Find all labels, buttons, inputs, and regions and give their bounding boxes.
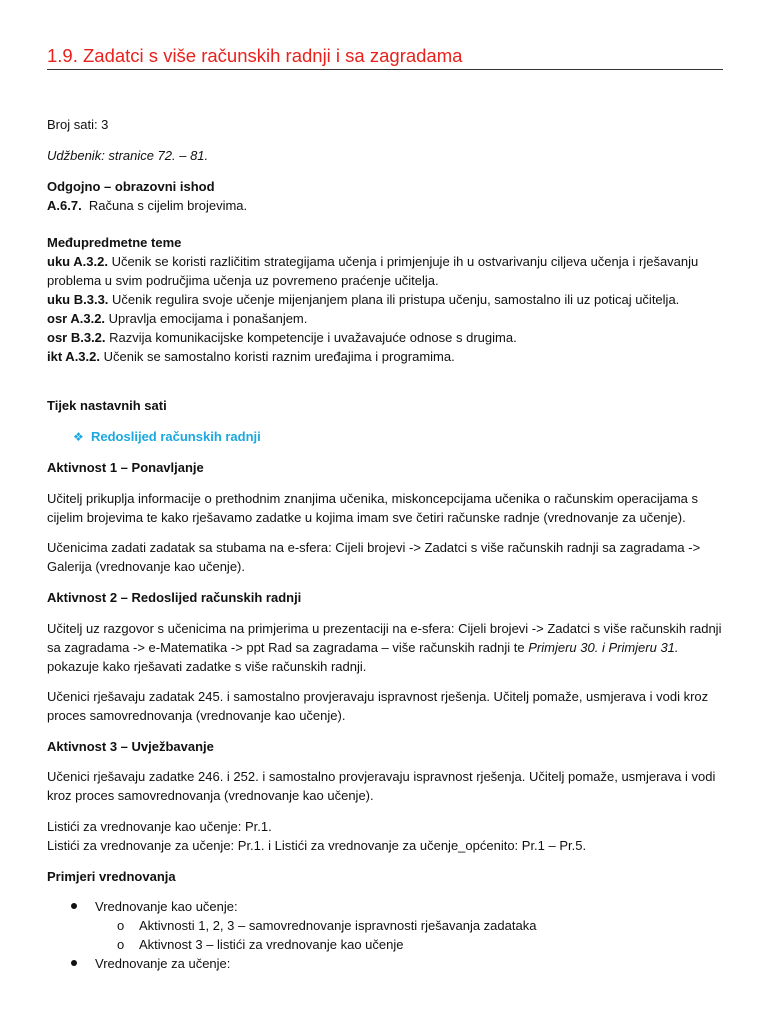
sub-list-item-text: Aktivnost 3 – listići za vrednovanje kao učenje xyxy=(139,937,404,952)
circle-bullet-icon: o xyxy=(117,918,125,933)
textbook-line xyxy=(47,146,723,165)
udzbenik: Udžbenik: stranice 72. – 81. xyxy=(47,148,209,163)
outcome-item xyxy=(47,196,723,215)
text-line xyxy=(47,638,723,657)
list-item-text: Vrednovanje kao učenje: xyxy=(95,899,238,914)
activity-2-para-1 xyxy=(47,619,723,676)
outcome-section xyxy=(47,177,723,215)
topic-text: Učenik se koristi različitim strategijama učenja i primjenjuje ih u ostvarivanju ciljeva učenja i rješavanju xyxy=(111,254,699,269)
hours-line xyxy=(47,115,723,134)
activity-3-para-1 xyxy=(47,767,723,805)
topic-code: uku A.3.2. xyxy=(47,254,108,269)
text-line: Listići za vrednovanje za učenje: Pr.1. i Listići za vrednovanje za učenje_općenito: Pr.1 – Pr.5. xyxy=(47,838,587,853)
text-line: proces samovrednovanja (vrednovanje kao učenje). xyxy=(47,708,346,723)
cross-topics-heading: Međupredmetne teme xyxy=(47,235,182,250)
bullet-dot-icon xyxy=(71,903,77,909)
topic-item xyxy=(47,290,723,309)
topic-code: osr B.3.2. xyxy=(47,330,106,345)
text-line: Učenici rješavaju zadatak 245. i samostalno provjeravaju ispravnost rješenja. Učitelj pomaže, usmjerava i vodi kroz xyxy=(47,689,709,704)
diamond-bullet-icon: ❖ xyxy=(73,430,84,444)
lesson-flow-heading-block xyxy=(47,396,723,415)
page-title: 1.9. Zadatci s više računskih radnji i sa zagradama xyxy=(47,45,463,66)
text-line: Učitelj uz razgovor s učenicima na primjerima u prezentaciji na e-sfera: Cijeli brojevi -> Zadatci s više računskih radnji xyxy=(47,621,722,636)
topic-code: ikt A.3.2. xyxy=(47,349,100,364)
topic-item xyxy=(47,328,723,347)
topic-item-continuation: problema u svim područjima učenja uz povremeno praćenje učitelja. xyxy=(47,273,439,288)
title-underline xyxy=(47,69,723,70)
activity-1-para-1 xyxy=(47,489,723,527)
circle-bullet-icon: o xyxy=(117,937,125,952)
list-item-text: Vrednovanje za učenje: xyxy=(95,956,231,971)
text-span-italic: Primjeru 30. i Primjeru 31. xyxy=(528,640,679,655)
sub-list-item-text: Aktivnosti 1, 2, 3 – samovrednovanje ispravnosti rješavanja zadataka xyxy=(139,918,537,933)
topic-item xyxy=(47,347,723,366)
assessment-heading: Primjeri vrednovanja xyxy=(47,869,176,884)
activity-3-heading: Aktivnost 3 – Uvježbavanje xyxy=(47,739,214,754)
sub-list-item xyxy=(47,916,723,935)
text-span: sa zagradama -> e-Matematika -> ppt Rad sa zagradama – više računskih radnji te xyxy=(47,640,529,655)
sub-list-item xyxy=(47,935,723,954)
list-item xyxy=(47,897,723,916)
text-line: Učitelj prikuplja informacije o prethodnim znanjima učenika, miskoncepcijama učenika o računskim operacijama s xyxy=(47,491,699,506)
text-line: cijelim brojevima te kako rješavamo zadatke u kojima imam sve četiri računske radnje (vrednovanje za učenje). xyxy=(47,510,686,525)
section-heading-block xyxy=(47,427,723,447)
cross-topics-section xyxy=(47,233,723,366)
text-line: Učenici rješavaju zadatke 246. i 252. i samostalno provjeravaju ispravnost rješenja. Učitelj pomaže, usmjerava i vodi xyxy=(47,769,716,784)
outcome-text: Računa s cijelim brojevima. xyxy=(88,198,248,213)
lesson-flow-heading: Tijek nastavnih sati xyxy=(47,398,167,413)
text-line: pokazuje kako rješavati zadatke s više računskih radnji. xyxy=(47,659,367,674)
activity-3-para-2 xyxy=(47,817,723,855)
text-line: kroz proces samovrednovanja (vrednovanje kao učenje). xyxy=(47,788,374,803)
text-line: Galerija (vrednovanje kao učenje). xyxy=(47,559,245,574)
topic-code: uku B.3.3. xyxy=(47,292,109,307)
topic-item xyxy=(47,252,723,271)
broj-sati: Broj sati: 3 xyxy=(47,117,109,132)
activity-1 xyxy=(47,458,723,477)
assessment-list xyxy=(47,897,723,973)
topic-text: Razvija komunikacijske kompetencije i uvažavajuće odnose s drugima. xyxy=(109,330,517,345)
activity-2-para-2 xyxy=(47,687,723,725)
outcome-code: A.6.7. xyxy=(47,198,82,213)
list-item xyxy=(47,954,723,973)
assessment-examples xyxy=(47,867,723,886)
topic-item xyxy=(47,309,723,328)
topic-text: Učenik regulira svoje učenje mijenjanjem plana ili pristupa učenju, samostalno ili uz poticaj učitelja. xyxy=(112,292,680,307)
bullet-dot-icon xyxy=(71,960,77,966)
topic-text: Učenik se samostalno koristi raznim uređajima i programima. xyxy=(103,349,455,364)
activity-2 xyxy=(47,588,723,607)
activity-3 xyxy=(47,737,723,756)
activity-1-heading: Aktivnost 1 – Ponavljanje xyxy=(47,460,204,475)
text-line: Učenicima zadati zadatak sa stubama na e-sfera: Cijeli brojevi -> Zadatci s više računskih radnji sa zagradama -> xyxy=(47,540,701,555)
topic-code: osr A.3.2. xyxy=(47,311,106,326)
text-line: Listići za vrednovanje kao učenje: Pr.1. xyxy=(47,819,272,834)
topic-text: Upravlja emocijama i ponašanjem. xyxy=(108,311,308,326)
section-heading: Redoslijed računskih radnji xyxy=(91,429,261,444)
activity-2-heading: Aktivnost 2 – Redoslijed računskih radnji xyxy=(47,590,302,605)
outcome-heading: Odgojno – obrazovni ishod xyxy=(47,179,215,194)
title-block xyxy=(47,43,723,70)
activity-1-para-2 xyxy=(47,538,723,576)
